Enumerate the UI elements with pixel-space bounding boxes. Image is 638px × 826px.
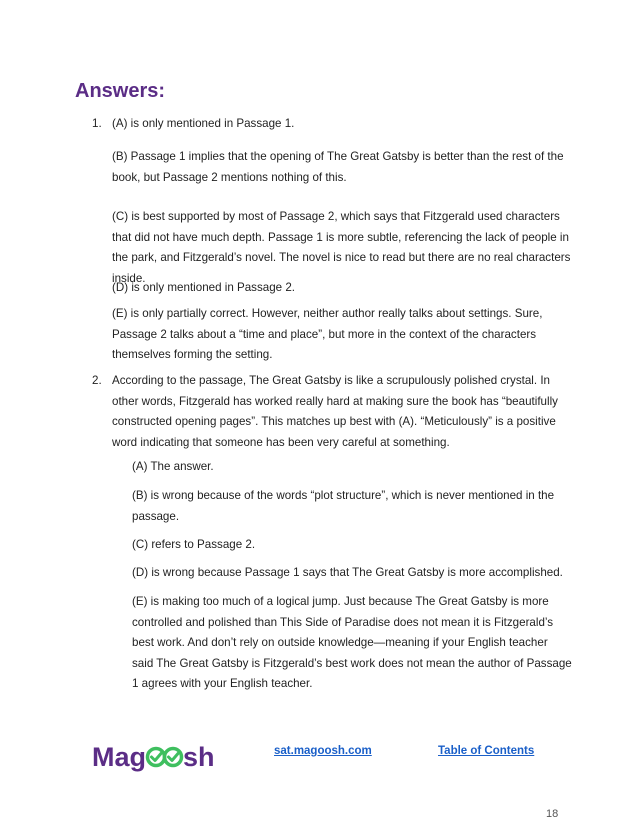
site-link[interactable]: sat.magoosh.com [274,745,372,757]
answer-paragraph: (C) is best supported by most of Passage 2, which says that Fitzgerald used characters that did not have much depth. Passage 1 is more subtle, referencing the lack of people in the park, and Fitzgerald’s novel. The novel is nice to read but there are no real characters inside. [112,210,571,285]
item-number: 2. [92,374,102,387]
svg-text:Mag: Mag [92,742,146,772]
table-of-contents-link[interactable]: Table of Contents [438,745,535,757]
answer-paragraph: (E) is only partially correct. However, neither author really talks about settings. Sure, Passage 2 talks about a “time and place”, but more in the context of the characters themselves forming the setting. [112,307,543,361]
answer-paragraph: (D) is only mentioned in Passage 2. [112,281,296,294]
answer-paragraph: (B) Passage 1 implies that the opening of The Great Gatsby is better than the rest of the book, but Passage 2 mentions nothing of this. [112,150,564,184]
answer-paragraph: (E) is making too much of a logical jump. Just because The Great Gatsby is more controlled and polished than This Side of Paradise does not mean it is Fitzgerald’s best work. And don’t rely on outside knowledge—meaning if your English teacher said The Great Gatsby is Fitzgerald’s best work does not mean the author of Passage 1 agrees with your English teacher. [132,595,572,690]
page-heading: Answers: [75,80,166,102]
answer-paragraph: (A) is only mentioned in Passage 1. [112,117,295,130]
item-number: 1. [92,117,102,130]
answer-paragraph: (A) The answer. [132,460,214,473]
svg-text:sh: sh [183,742,215,772]
answer-intro: According to the passage, The Great Gatsby is like a scrupulously polished crystal. In other words, Fitzgerald has worked really hard at making sure the book has “beautifully constructed opening pages”. This matches up best with (A). “Meticulously” is a positive word indicating that someone has been very careful at something. [112,374,558,449]
answer-paragraph: (D) is wrong because Passage 1 says that The Great Gatsby is more accomplished. [132,566,563,579]
magoosh-logo [92,736,216,776]
page-number: 18 [546,808,559,820]
answer-paragraph: (B) is wrong because of the words “plot structure”, which is never mentioned in the passage. [132,489,555,523]
answer-paragraph: (C) refers to Passage 2. [132,538,256,551]
